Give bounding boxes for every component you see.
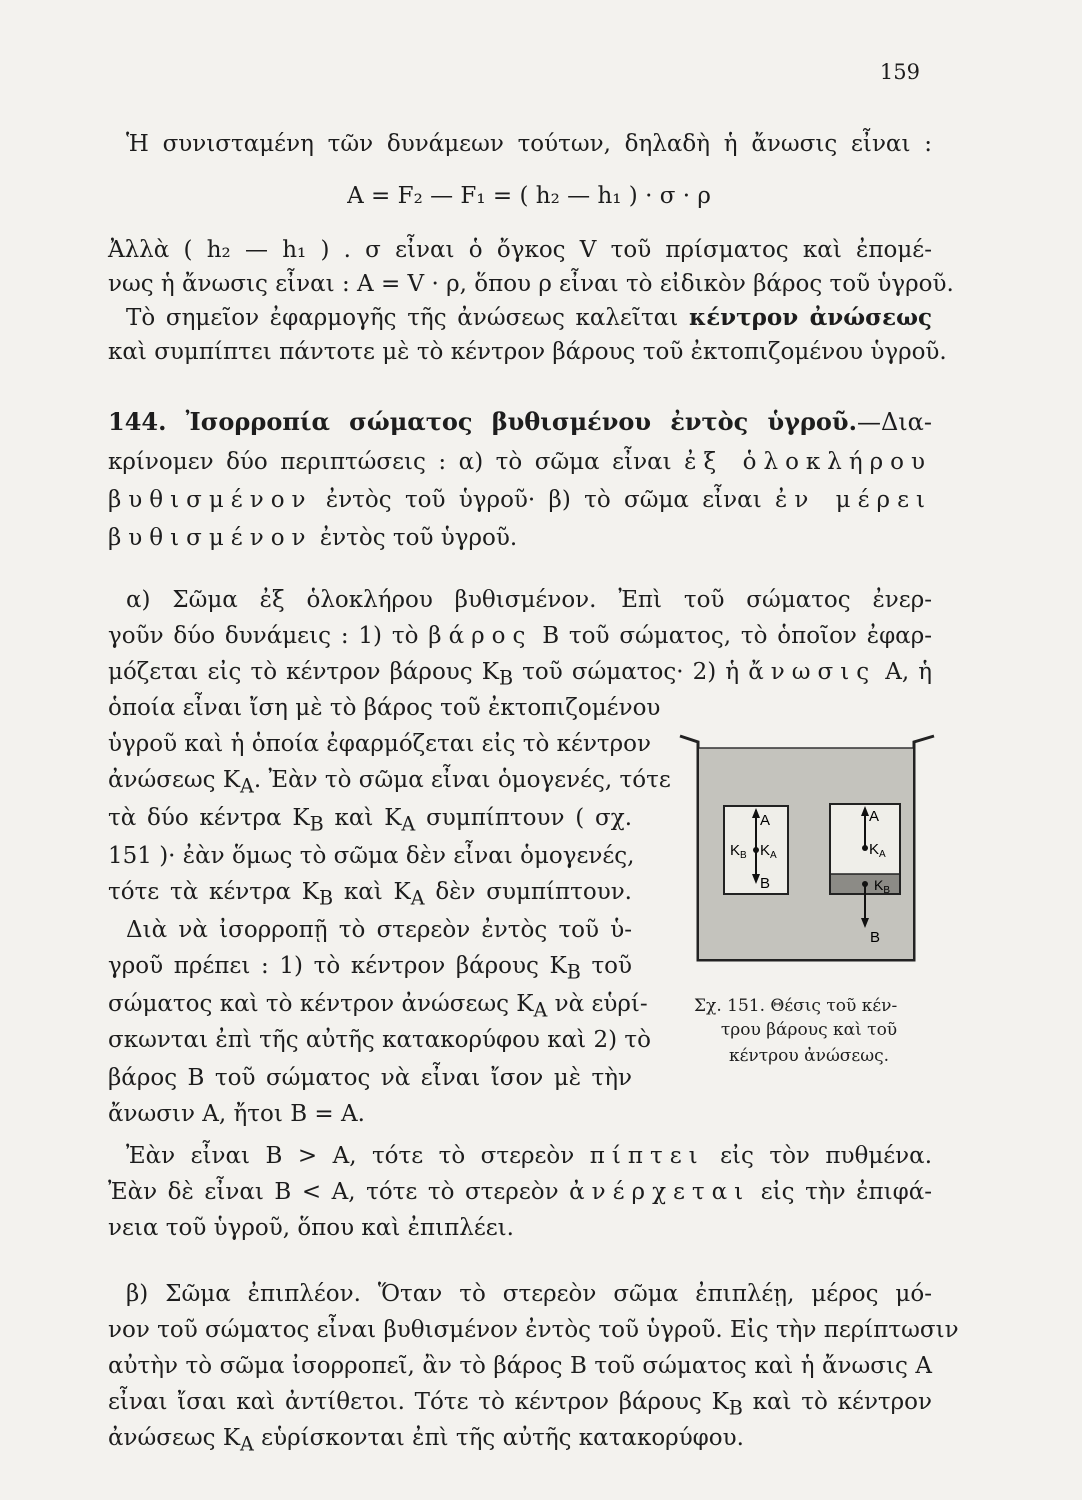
text-line: ἀνώσεως $K_A$. Ἐὰν τὸ σῶμα εἶναι ὁμογενές, τότε xyxy=(108,767,671,798)
text-line: ὑγροῦ καὶ ἡ ὁποία ἐφαρμόζεται εἰς τὸ κέντρον xyxy=(108,731,652,757)
text-line: τότε τὰ κέντρα $K_B$ καὶ $K_A$ δὲν συμπίπτουν. xyxy=(108,879,632,910)
force-label-b: B xyxy=(870,929,881,946)
text-line: σκωνται ἐπὶ τῆς αὐτῆς κατακορύφου καὶ 2) τὸ xyxy=(108,1027,651,1053)
text-line: Ἀλλὰ ( h₂ — h₁ ) . σ εἶναι ὁ ὄγκος V τοῦ πρίσματος καὶ ἐπομέ- xyxy=(108,237,932,263)
text-line: τὰ δύο κέντρα $K_B$ καὶ $K_A$ συμπίπτουν ( σχ. xyxy=(108,805,633,836)
text-line: 151 )· ἐὰν ὅμως τὸ σῶμα δὲν εἶναι ὁμογενές, xyxy=(108,843,635,869)
text-line: καὶ συμπίπτει πάντοτε μὲ τὸ κέντρον βάρους τοῦ ἐκτοπιζομένου ὑγροῦ. xyxy=(108,339,947,365)
kb-label: $K_B$ xyxy=(874,877,891,896)
text-line: βυθισμένον ἐντὸς τοῦ ὑγροῦ. xyxy=(108,525,518,551)
text-line: ὁποία εἶναι ἴση μὲ τὸ βάρος τοῦ ἐκτοπιζομένου xyxy=(108,695,661,721)
subsection-alpha-heading: α) Σῶμα ἐξ ὁλοκλήρου βυθισμένον. Ἐπὶ τοῦ σώματος ἐνερ- xyxy=(126,587,932,613)
text-line: ἀνώσεως $K_A$ εὑρίσκονται ἐπὶ τῆς αὐτῆς κατακορύφου. xyxy=(108,1425,744,1456)
text-line: νως ἡ ἄνωσις εἶναι : A = V · ρ, ὅπου ρ εἶναι τὸ εἰδικὸν βάρος τοῦ ὑγροῦ. xyxy=(108,271,954,297)
text-line: εἶναι ἴσαι καὶ ἀντίθετοι. Τότε τὸ κέντρον βάρους $K_B$ καὶ τὸ κέντρον xyxy=(108,1389,932,1420)
ka-label: $K_A$ xyxy=(869,841,886,860)
force-label-a: A xyxy=(869,808,880,825)
text-line: νεια τοῦ ὑγροῦ, ὅπου καὶ ἐπιπλέει. xyxy=(108,1215,514,1241)
text-line: γοῦν δύο δυνάμεις : 1) τὸ βάρος B τοῦ σώματος, τὸ ὁποῖον ἐφαρ- xyxy=(108,623,933,649)
text-line: Ἐὰν δὲ εἶναι B < A, τότε τὸ στερεὸν ἀνέρχεται εἰς τὴν ἐπιφά- xyxy=(108,1179,933,1205)
text-line: Ἐὰν εἶναι B > A, τότε τὸ στερεὸν πίπτει εἰς τὸν πυθμένα. xyxy=(126,1143,933,1169)
text-line: αὐτὴν τὸ σῶμα ἰσορροπεῖ, ἂν τὸ βάρος B τοῦ σώματος καὶ ἡ ἄνωσις A xyxy=(108,1353,932,1379)
force-label-b: B xyxy=(760,875,771,892)
subsection-beta-heading: β) Σῶμα ἐπιπλέον. Ὅταν τὸ στερεὸν σῶμα ἐπιπλέῃ, μέρος μό- xyxy=(126,1281,932,1307)
figure-caption-2: τρου βάρους καὶ τοῦ xyxy=(720,1020,898,1040)
force-label-a: A xyxy=(760,812,771,829)
text-line: σώματος καὶ τὸ κέντρον ἀνώσεως $K_A$ νὰ εὑρί- xyxy=(108,991,648,1022)
kb-label: $K_B$ xyxy=(730,842,747,861)
text-line: Ἡ συνισταμένη τῶν δυνάμεων τούτων, δηλαδὴ ἡ ἄνωσις εἶναι : xyxy=(126,131,932,157)
text-line: βάρος B τοῦ σώματος νὰ εἶναι ἴσον μὲ τὴν xyxy=(108,1065,632,1091)
text-line: βυθισμένον ἐντὸς τοῦ ὑγροῦ· β) τὸ σῶμα εἶναι ἐν μέρει xyxy=(108,487,933,513)
buoyancy-formula: A = F₂ — F₁ = ( h₂ — h₁ ) · σ · ρ xyxy=(347,183,711,209)
ka-label: $K_A$ xyxy=(760,842,777,861)
term-center-of-buoyancy: κέντρον ἀνώσεως xyxy=(688,304,933,331)
figure-caption-3: κέντρου ἀνώσεως. xyxy=(728,1046,889,1066)
text-line: Τὸ σημεῖον ἐφαρμογῆς τῆς ἀνώσεως καλεῖται κέντρον ἀνώσεως xyxy=(126,304,933,331)
section-144-heading: 144. Ἰσορροπία σώματος βυθισμένου ἐντὸς ὑγροῦ.—Δια- xyxy=(108,407,932,436)
page-number: 159 xyxy=(879,60,920,84)
text-line: κρίνομεν δύο περιπτώσεις : α) τὸ σῶμα εἶναι ἐξ ὁλοκλήρου xyxy=(108,449,932,475)
text-line: γροῦ πρέπει : 1) τὸ κέντρον βάρους $K_B$ τοῦ xyxy=(108,953,633,984)
text-line: μόζεται εἰς τὸ κέντρον βάρους $K_B$ τοῦ σώματος· 2) ἡ ἄνωσις A, ἡ xyxy=(108,659,933,690)
figure-caption-1: Σχ. 151. Θέσις τοῦ κέν- xyxy=(694,996,898,1016)
figure-151-diagram xyxy=(678,728,938,986)
text-line: νον τοῦ σώματος εἶναι βυθισμένον ἐντὸς τοῦ ὑγροῦ. Εἰς τὴν περίπτωσιν xyxy=(108,1317,959,1343)
text-line: Διὰ νὰ ἰσορροπῇ τὸ στερεὸν ἐντὸς τοῦ ὑ- xyxy=(126,917,632,943)
text-line: ἄνωσιν A, ἤτοι B = A. xyxy=(108,1101,365,1127)
